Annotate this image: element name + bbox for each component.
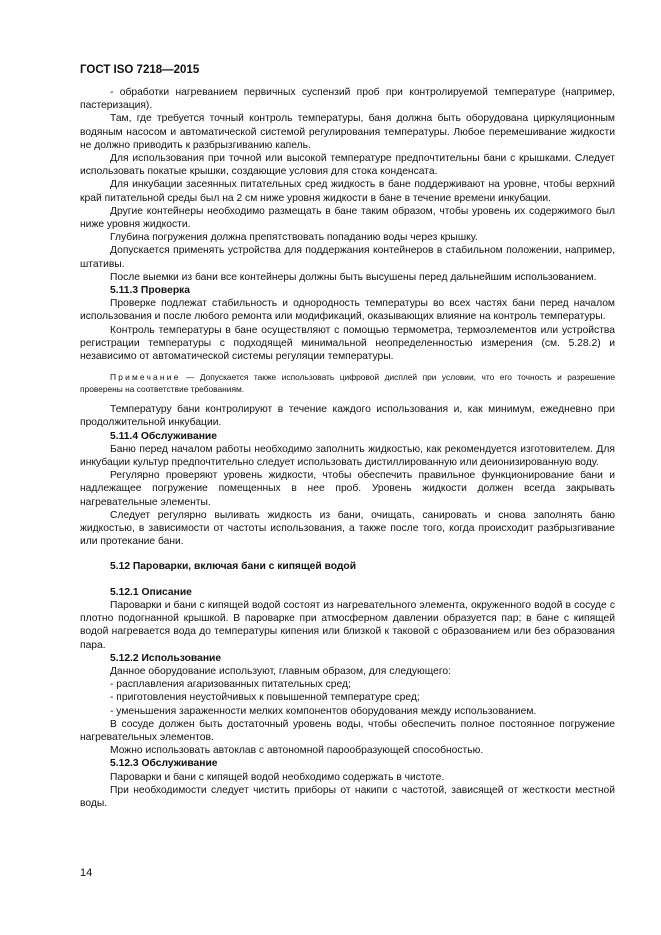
paragraph: Другие контейнеры необходимо размещать в бане таким образом, чтобы уровень их содержимого был ниже уровня жидкости. [80,205,615,231]
note [80,371,615,395]
document-body [80,86,615,810]
section-heading-5-12: 5.12 Пароварки, включая бани с кипящей водой [110,560,357,572]
paragraph: Пароварки и бани с кипящей водой состоят из нагревательного элемента, окруженного водой в сосуде с плотно подогнанной крышкой. В пароварке при атмосферном давлении образуется пар; в бане с кипящей водой нагревается вода до температуры кипения или близкой к таковой с образованием или без образования пара. [80,599,615,651]
paragraph: Глубина погружения должна препятствовать попаданию воды через крышку. [110,232,478,244]
paragraph: Можно использовать автоклав с автономной парообразующей способностью. [110,745,484,757]
paragraph: Для использования при точной или высокой температуре предпочтительны бани с крышками. Следует использовать покатые крышки, создающие условия для стока конденсата. [80,153,615,178]
paragraph: В сосуде должен быть достаточный уровень воды, чтобы обеспечить полное постоянное погружение нагревательных элементов. [80,718,615,743]
paragraph: При необходимости следует чистить приборы от накипи с частотой, зависящей от жесткости местной воды. [80,784,615,809]
paragraph: Проверке подлежат стабильность и однородность температуры во всех частях бани перед началом использования и после любого ремонта или модификаций, оказывающих влияние на контроль температуры. [80,298,615,323]
paragraph: Пароварки и бани с кипящей водой необходимо содержать в чистоте. [110,771,445,783]
section-heading-5-11-4: 5.11.4 Обслуживание [110,430,217,442]
paragraph: Температуру бани контролируют в течение каждого использования и, как минимум, ежедневно при продолжительной инкубации. [80,404,615,429]
paragraph: После выемки из бани все контейнеры должны быть высушены перед дальнейшим использованием. [110,271,597,283]
paragraph: Для инкубации засеянных питательных сред жидкость в бане поддерживают на уровне, чтобы верхний край питательной среды был на 2 см ниже уровня жидкости в бане в течение времени инкубации. [80,179,615,204]
paragraph: Допускается применять устройства для поддержания контейнеров в стабильном положении, например, штативы. [80,245,615,270]
paragraph: Следует регулярно выливать жидкость из бани, очищать, санировать и снова заполнять баню жидкостью, в зависимости от частоты использования, а также после того, когда происходит разбрызгивание или протекание бани. [80,509,615,548]
note-text: — Допускается также использовать цифровой дисплей при условии, что его точность и разрешение проверены на соответствие требованиям. [80,372,615,395]
paragraph: - обработки нагреванием первичных суспензий проб при контролируемой температуре (например, пастеризация). [80,87,615,112]
paragraph: Регулярно проверяют уровень жидкости, чтобы обеспечить правильное функционирование бани и надлежащее погружение помещенных в нее проб. Уровень жидкости должен всегда закрывать нагревательные элементы. [80,470,615,508]
section-heading-5-12-1: 5.12.1 Описание [110,586,192,598]
paragraph: Там, где требуется точный контроль температуры, баня должна быть оборудована циркуляционным водяным насосом и автоматической системой регулирования температуры. Любое перемешивание жидкости не должно приводить к разбрызгиванию капель. [80,113,615,151]
section-heading-5-11-3: 5.11.3 Проверка [110,285,190,297]
note-label: Примечание [110,372,181,383]
section-heading-5-12-3: 5.12.3 Обслуживание [110,758,218,770]
paragraph: Данное оборудование используют, главным образом, для следующего: [110,665,451,677]
document-header: ГОСТ ISO 7218—2015 [80,64,200,76]
list-item: - расплавления агаризованных питательных сред; [110,679,351,691]
paragraph: Баню перед началом работы необходимо заполнить жидкостью, как рекомендуется изготовителем. Для инкубации культур предпочтительно следует использовать дистиллированную или деионизированную воду. [80,443,615,469]
paragraph: Контроль температуры в бане осуществляют с помощью термометра, термоэлементов или устройства регистрации температуры с подходящей минимальной неопределенностью измерения (см. 5.28.2) и независимо от автоматической системы регуляции температуры. [80,324,615,363]
section-heading-5-12-2: 5.12.2 Использование [110,652,222,664]
page-number: 14 [80,867,93,879]
list-item: - приготовления неустойчивых к повышенной температуре сред; [110,692,420,704]
list-item: - уменьшения зараженности мелких компонентов оборудования между использованием. [110,705,537,717]
